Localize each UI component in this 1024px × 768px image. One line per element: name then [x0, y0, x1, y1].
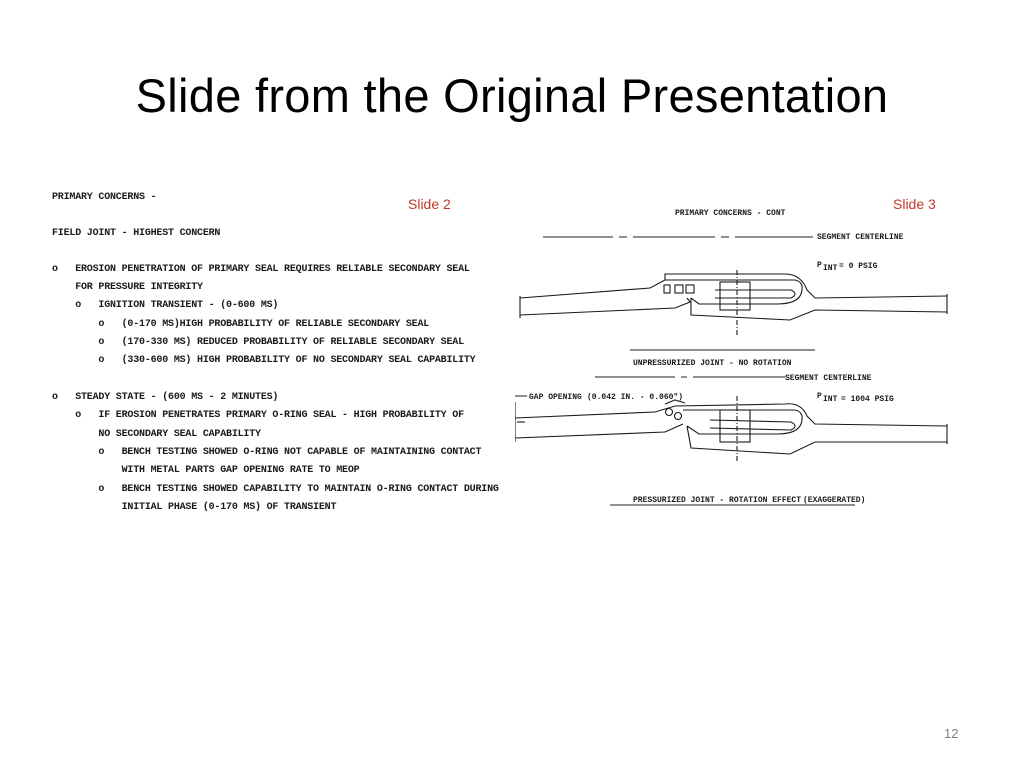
bullet-bench-2: o BENCH TESTING SHOWED CAPABILITY TO MAINTAIN O-RING CONTACT DURING	[52, 484, 499, 495]
slide-number: 12	[944, 726, 959, 741]
diagram-heading: PRIMARY CONCERNS - CONT	[675, 209, 786, 218]
bullet-erosion-cont: FOR PRESSURE INTEGRITY	[52, 282, 203, 293]
concerns-heading: PRIMARY CONCERNS -	[52, 192, 157, 203]
caption-2: PRESSURIZED JOINT - ROTATION EFFECT	[633, 496, 802, 505]
bullet-bench-1-cont: WITH METAL PARTS GAP OPENING RATE TO MEOP	[52, 465, 360, 476]
bullet-0-170: o (0-170 MS)HIGH PROBABILITY OF RELIABLE SECONDARY SEAL	[52, 319, 430, 330]
slide-3-label: Slide 3	[893, 196, 936, 212]
pressure-2-val: = 1004 PSIG	[841, 395, 894, 404]
gap-value: (0.042 IN. - 0.060")	[587, 393, 684, 402]
bullet-bench-2-cont: INITIAL PHASE (0-170 MS) OF TRANSIENT	[52, 502, 337, 513]
bullet-330-600: o (330-600 MS) HIGH PROBABILITY OF NO SECONDARY SEAL CAPABILITY	[52, 355, 476, 366]
bullet-if-erosion-cont: NO SECONDARY SEAL CAPABILITY	[52, 429, 261, 440]
caption-1: UNPRESSURIZED JOINT - NO ROTATION	[633, 359, 792, 368]
bullet-erosion: o EROSION PENETRATION OF PRIMARY SEAL REQUIRES RELIABLE SECONDARY SEAL	[52, 264, 470, 275]
pressure-2-sub: INT	[823, 395, 838, 404]
slide-2-label: Slide 2	[408, 196, 451, 212]
bullet-ignition: o IGNITION TRANSIENT - (0-600 MS)	[52, 300, 279, 311]
bullet-steady: o STEADY STATE - (600 MS - 2 MINUTES)	[52, 392, 279, 403]
pressure-2-p: P	[817, 392, 822, 401]
bullet-if-erosion: o IF EROSION PENETRATES PRIMARY O-RING SEAL - HIGH PROBABILITY OF	[52, 410, 464, 421]
centerline-1-label: SEGMENT CENTERLINE	[817, 233, 904, 242]
field-joint-line: FIELD JOINT - HIGHEST CONCERN	[52, 228, 221, 239]
slide-3-scan	[515, 190, 955, 520]
caption-2-note: (EXAGGERATED)	[803, 496, 866, 505]
pressure-1-p: P	[817, 261, 822, 270]
slide-title: Slide from the Original Presentation	[135, 69, 889, 122]
joint-diagram	[515, 190, 955, 520]
unpressurized-joint	[520, 270, 947, 335]
bullet-bench-1: o BENCH TESTING SHOWED O-RING NOT CAPABLE OF MAINTAINING CONTACT	[52, 447, 482, 458]
centerline-2-label: SEGMENT CENTERLINE	[785, 374, 872, 383]
gap-label: GAP OPENING	[529, 393, 582, 402]
slide-2-scan	[52, 190, 499, 520]
pressurized-joint	[515, 396, 947, 462]
pressure-1-sub: INT	[823, 264, 838, 273]
pressure-1-val: = 0 PSIG	[839, 262, 878, 271]
bullet-170-330: o (170-330 MS) REDUCED PROBABILITY OF RELIABLE SECONDARY SEAL	[52, 337, 464, 348]
